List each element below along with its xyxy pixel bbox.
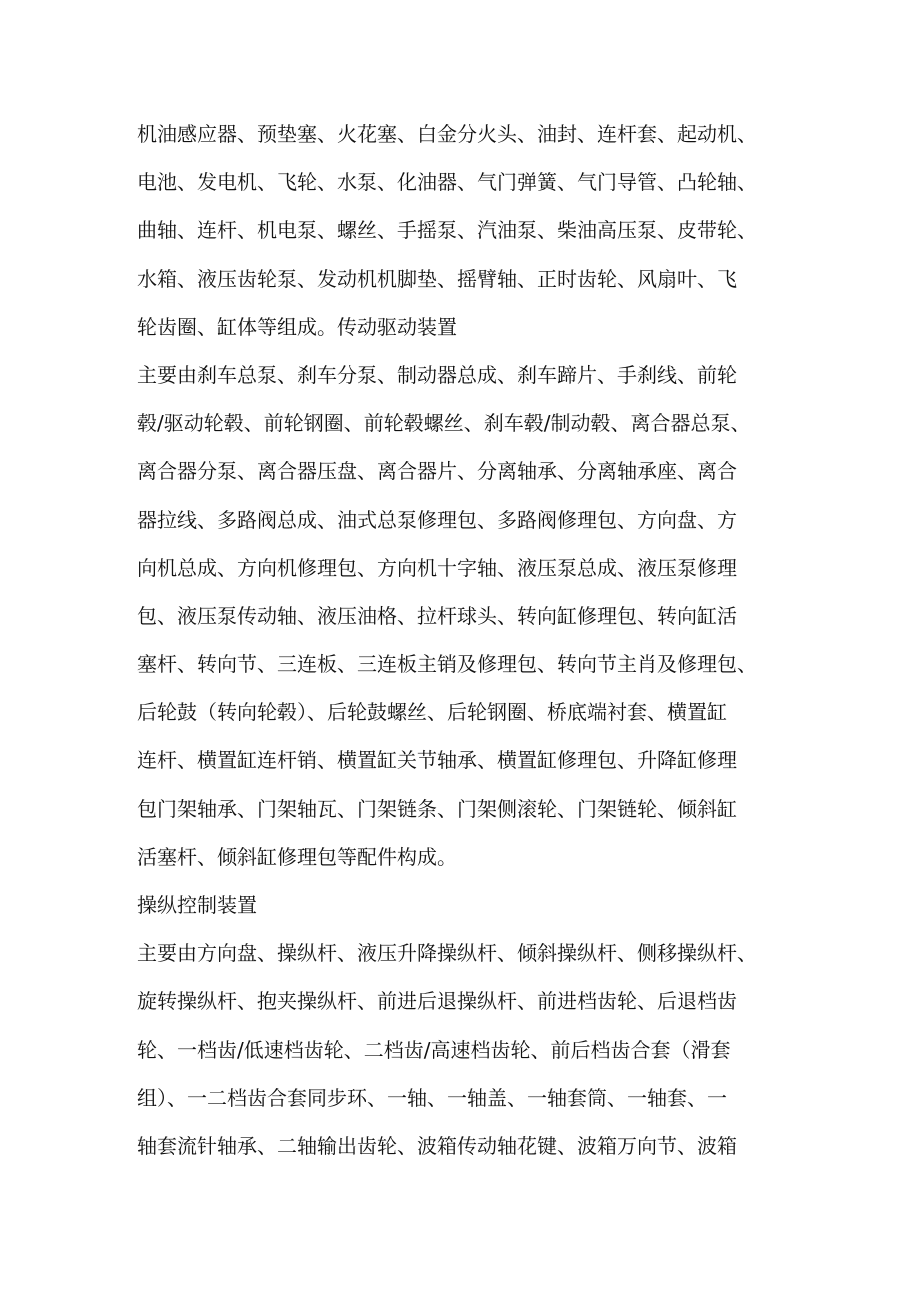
text-line: 器拉线、多路阀总成、油式总泵修理包、多路阀修理包、方向盘、方 (137, 507, 737, 532)
text-line: 包门架轴承、门架轴瓦、门架链条、门架侧滚轮、门架链轮、倾斜缸 (137, 796, 737, 821)
text-line: 机油感应器、预垫塞、火花塞、白金分火头、油封、连杆套、起动机、 (137, 122, 757, 146)
text-line: 旋转操纵杆、抱夹操纵杆、前进后退操纵杆、前进档齿轮、后退档齿 (137, 989, 737, 1014)
text-line: 轮、一档齿/低速档齿轮、二档齿/高速档齿轮、前后档齿合套（滑套 (137, 1037, 731, 1062)
text-line: 组）、一二档齿合套同步环、一轴、一轴盖、一轴套筒、一轴套、一 (137, 1085, 727, 1110)
text-line: 电池、发电机、飞轮、水泵、化油器、气门弹簧、气门导管、凸轮轴、 (137, 170, 757, 195)
text-line: 包、液压泵传动轴、液压油格、拉杆球头、转向缸修理包、转向缸活 (137, 603, 737, 628)
text-line: 活塞杆、倾斜缸修理包等配件构成。 (137, 844, 457, 869)
text-line: 塞杆、转向节、三连板、三连板主销及修理包、转向节主肖及修理包、 (137, 652, 757, 677)
text-line: 后轮鼓（转向轮毂）、后轮鼓螺丝、后轮钢圈、桥底端衬套、横置缸 (137, 700, 727, 725)
text-line: 轴套流针轴承、二轴输出齿轮、波箱传动轴花键、波箱万向节、波箱 (137, 1133, 737, 1158)
text-line: 曲轴、连杆、机电泵、螺丝、手摇泵、汽油泵、柴油高压泵、皮带轮、 (137, 218, 757, 243)
text-line: 轮齿圈、缸体等组成。传动驱动装置 (137, 314, 457, 339)
body-text (137, 110, 817, 1170)
text-line: 离合器分泵、离合器压盘、离合器片、分离轴承、分离轴承座、离合 (137, 459, 737, 484)
text-line: 主要由刹车总泵、刹车分泵、制动器总成、刹车蹄片、手刹线、前轮 (137, 362, 737, 387)
text-line: 毂/驱动轮毂、前轮钢圈、前轮毂螺丝、刹车毂/制动毂、离合器总泵、 (137, 411, 751, 436)
text-line: 连杆、横置缸连杆销、横置缸关节轴承、横置缸修理包、升降缸修理 (137, 748, 737, 773)
section-heading: 操纵控制装置 (137, 893, 257, 917)
text-line: 水箱、液压齿轮泵、发动机机脚垫、摇臂轴、正时齿轮、风扇叶、飞 (137, 266, 737, 291)
text-line: 主要由方向盘、操纵杆、液压升降操纵杆、倾斜操纵杆、侧移操纵杆、 (137, 941, 757, 966)
text-line: 向机总成、方向机修理包、方向机十字轴、液压泵总成、液压泵修理 (137, 555, 737, 580)
